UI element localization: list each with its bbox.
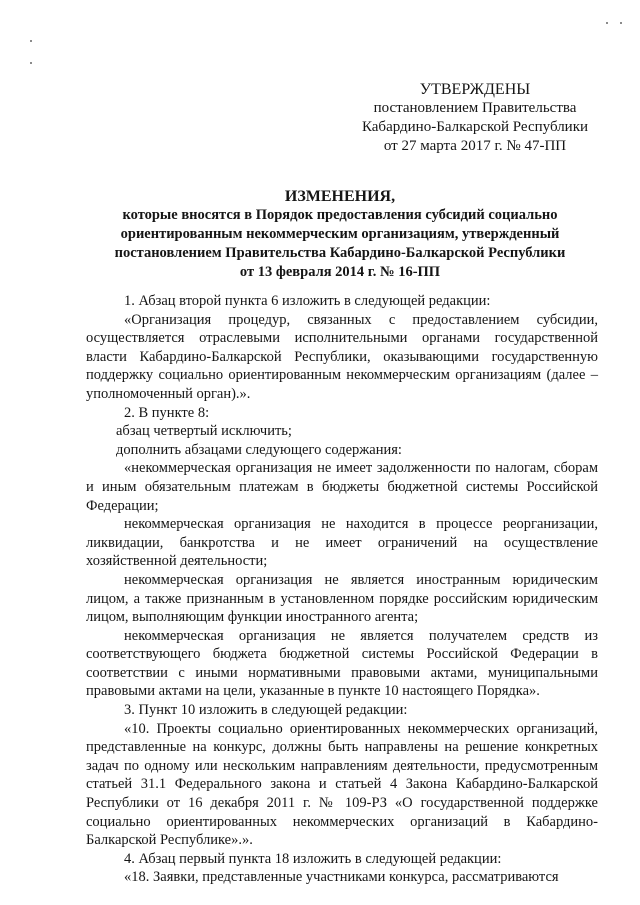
paragraph: дополнить абзацами следующего содержания:	[116, 441, 402, 458]
title-line: которые вносятся в Порядок предоставления субсидий социально	[122, 207, 558, 223]
title-line: постановлением Правительства Кабардино-Балкарской Республики	[114, 245, 566, 261]
scan-speck	[30, 62, 32, 64]
document-title	[70, 187, 610, 282]
approval-line: постановлением Правительства	[373, 100, 577, 116]
paragraph: некоммерческая организация не находится в процессе реорганизации, ликвидации, банкротства и не имеет ограничений на осуществление хозяйственной деятельности;	[86, 516, 598, 570]
approval-heading: УТВЕРЖДЕНЫ	[419, 81, 531, 98]
paragraph: 1. Абзац второй пункта 6 изложить в следующей редакции:	[124, 293, 491, 309]
title-line: ориентированным некоммерческим организациям, утвержденный	[120, 226, 560, 242]
title-heading: ИЗМЕНЕНИЯ,	[284, 188, 396, 205]
approval-line: Кабардино-Балкарской Республики	[361, 119, 589, 135]
paragraph: «10. Проекты социально ориентированных некоммерческих организаций, представленные на конкурс, должны быть направлены на решение конкретных задач по одному или нескольким направлениям деятельности, предусмотренным статьей 31.1 Федерального закона и статьей 4 Закона Кабардино-Балкарской Республики от 16 декабря 2011 г. № 109-РЗ «О государственной поддержке социально ориентированных некоммерческих организаций в Кабардино-Балкарской Республике».».	[86, 720, 598, 849]
document-body	[86, 292, 598, 887]
approval-line: от 27 марта 2017 г. № 47-ПП	[383, 138, 567, 154]
paragraph: абзац четвертый исключить;	[116, 423, 292, 440]
paragraph: «некоммерческая организация не имеет задолженности по налогам, сборам и иным обязательным платежам в бюджеты бюджетной системы Российской Федерации;	[86, 460, 598, 514]
paragraph: 2. В пункте 8:	[124, 404, 210, 421]
paragraph: 3. Пункт 10 изложить в следующей редакции:	[124, 702, 408, 719]
paragraph: некоммерческая организация не является иностранным юридическим лицом, а также признанным в установленном порядке российским юридическим лицом, выполняющим функции иностранного агента;	[86, 571, 598, 626]
paragraph: «18. Заявки, представленные участниками конкурса, рассматриваются	[124, 869, 559, 886]
paragraph: «Организация процедур, связанных с предоставлением субсидии, осуществляется отраслевыми исполнительными органами государственной власти Кабардино-Балкарской Республики, оказывающими государственную поддержку социально ориентированным некоммерческим организациям (далее – уполномоченный орган).».	[86, 311, 598, 402]
scan-speck	[620, 22, 622, 24]
paragraph: 4. Абзац первый пункта 18 изложить в следующей редакции:	[124, 850, 502, 867]
paragraph: некоммерческая организация не является получателем средств из соответствующего бюджета бюджетной системы Российской Федерации в соответствии с иными нормативными правовыми актами, муниципальными правовыми актами на цели, указанные в пункте 10 настоящего Порядка».	[86, 627, 598, 700]
title-line: от 13 февраля 2014 г. № 16-ПП	[239, 264, 441, 280]
scan-speck	[606, 22, 608, 24]
scan-speck	[30, 40, 32, 42]
approval-stamp	[340, 80, 610, 156]
